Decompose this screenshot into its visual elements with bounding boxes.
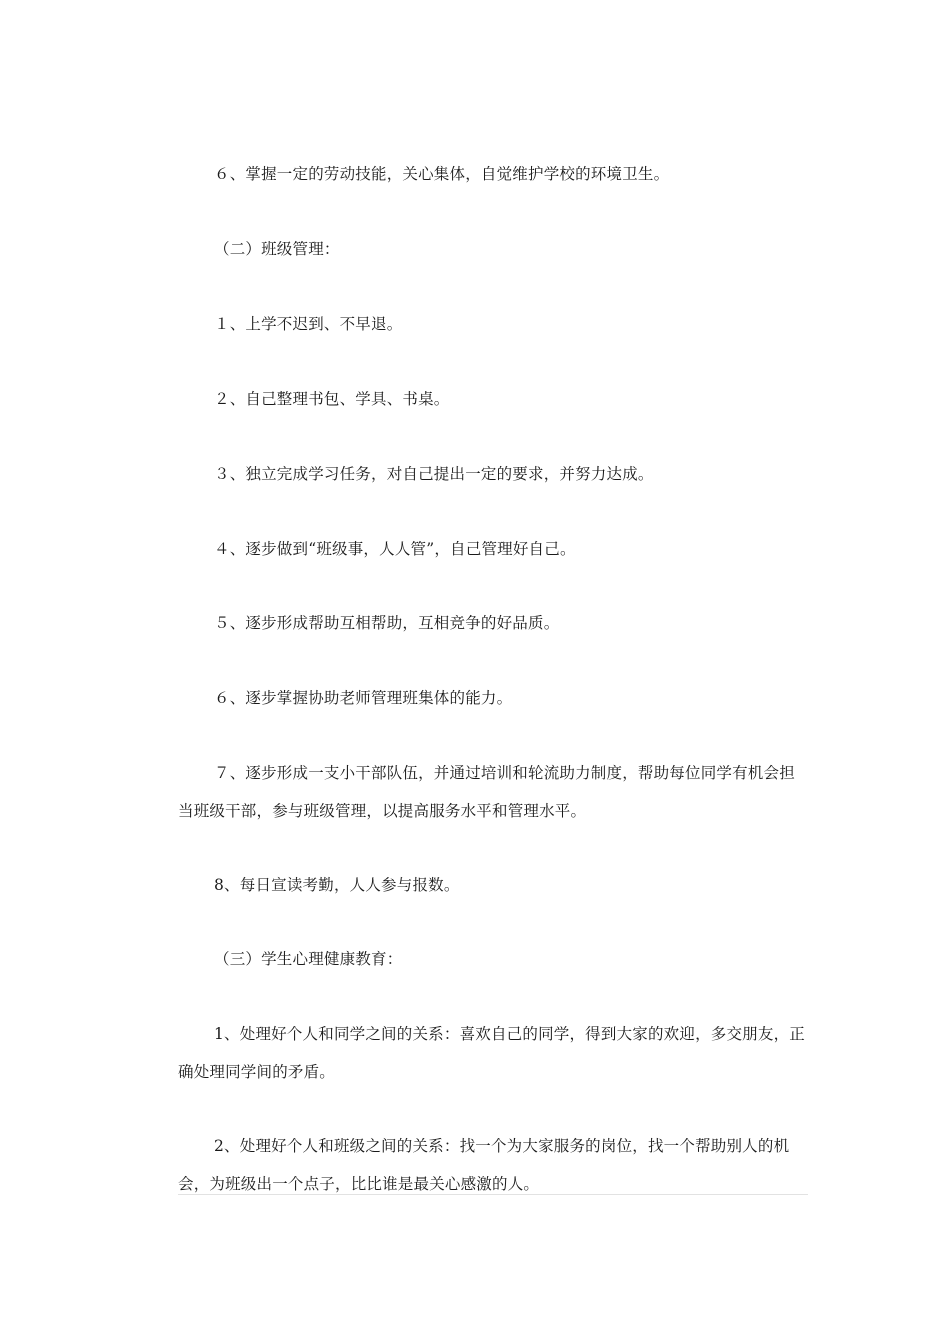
item-1-punctuality: １、上学不迟到、不早退。 (214, 315, 403, 333)
item-2-class-relations: 2、处理好个人和班级之间的关系：找一个为大家服务的岗位，找一个帮助别人的机会，为班级出一个点子，比比谁是最关心感激的人。 (178, 1137, 790, 1193)
item-7-class-cadres: ７、逐步形成一支小干部队伍，并通过培训和轮流助力制度，帮助每位同学有机会担当班级干部，参与班级管理，以提高服务水平和管理水平。 (178, 764, 795, 820)
item-6-labor-skills: ６、掌握一定的劳动技能，关心集体，自觉维护学校的环境卫生。 (214, 165, 670, 183)
item-8-attendance: 8、每日宣读考勤，人人参与报数。 (214, 876, 460, 894)
item-3-independent-study: ３、独立完成学习任务，对自己提出一定的要求，并努力达成。 (214, 465, 654, 483)
section-mental-health-heading: （三）学生心理健康教育： (214, 950, 403, 968)
item-6-assist-teacher: ６、逐步掌握协助老师管理班集体的能力。 (214, 689, 513, 707)
bottom-divider (178, 1194, 808, 1195)
item-1-peer-relations: 1、处理好个人和同学之间的关系：喜欢自己的同学，得到大家的欢迎，多交朋友，正确处理同学间的矛盾。 (178, 1025, 805, 1081)
item-2-organize: ２、自己整理书包、学具、书桌。 (214, 390, 450, 408)
section-class-management-heading: （二）班级管理： (214, 240, 340, 258)
item-5-mutual-help: ５、逐步形成帮助互相帮助，互相竞争的好品质。 (214, 614, 560, 632)
item-4-class-affairs: ４、逐步做到“班级事，人人管”，自己管理好自己。 (214, 540, 576, 558)
